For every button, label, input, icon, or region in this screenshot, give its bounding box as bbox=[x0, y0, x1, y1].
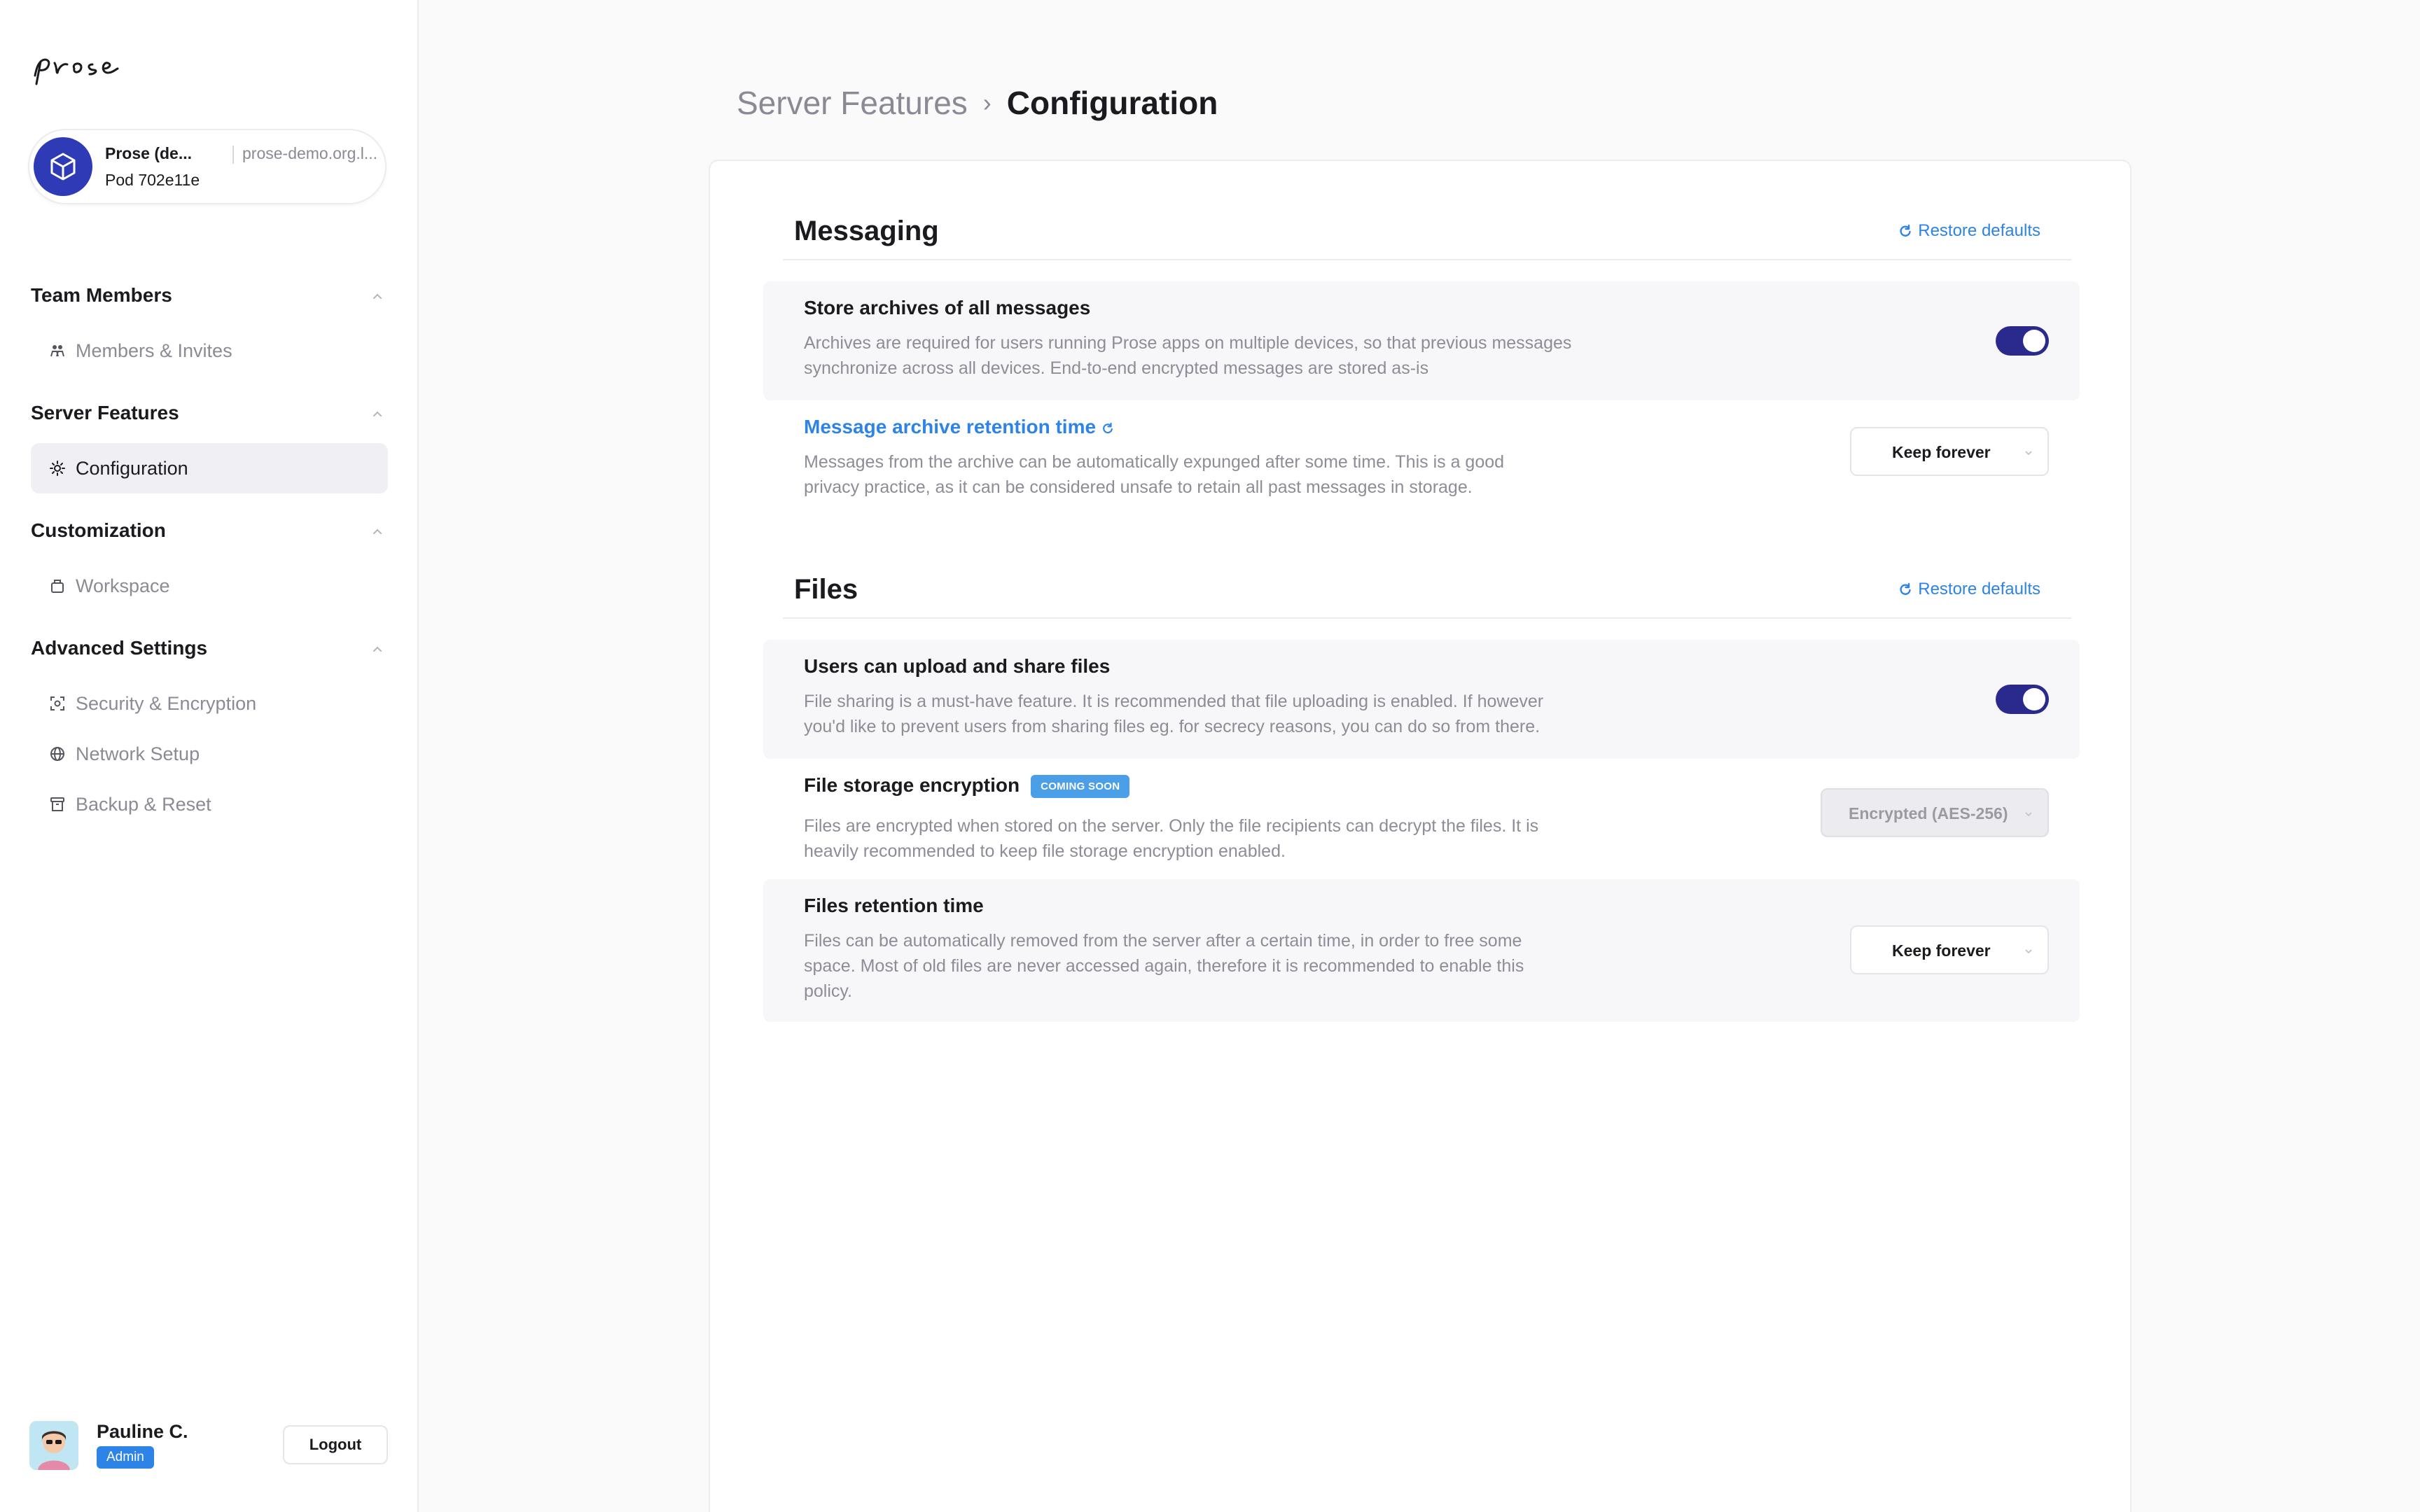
description-line: Archives are required for users running Prose apps on multiple devices, so that previous messages bbox=[804, 333, 1572, 353]
page-title: Configuration bbox=[1006, 85, 1218, 121]
messaging-restore-defaults-link[interactable] bbox=[1898, 221, 2040, 241]
setting-title-text: Message archive retention time bbox=[804, 416, 1097, 438]
security-icon bbox=[49, 695, 66, 712]
description-line: Files are encrypted when stored on the server. Only the file recipients can decrypt the files. It is bbox=[804, 816, 1539, 836]
sidebar-item-configuration[interactable] bbox=[31, 443, 388, 493]
files-retention-select[interactable] bbox=[1850, 925, 2049, 974]
sidebar-item-workspace[interactable] bbox=[31, 561, 388, 611]
refresh-icon[interactable] bbox=[1101, 422, 1114, 435]
role-badge: Admin bbox=[97, 1446, 154, 1469]
toggle-knob bbox=[2023, 330, 2045, 352]
pod-switcher[interactable] bbox=[28, 129, 387, 204]
gear-icon bbox=[49, 460, 66, 477]
workspace-icon bbox=[49, 578, 66, 594]
description-line: privacy practice, as it can be considered unsafe to retain all past messages in storage. bbox=[804, 477, 1473, 497]
section-divider bbox=[783, 259, 2071, 260]
members-icon bbox=[49, 342, 66, 359]
chevron-right-icon: › bbox=[982, 88, 992, 117]
setting-message-retention bbox=[763, 400, 2080, 519]
chevron-up-icon[interactable] bbox=[371, 525, 384, 538]
sidebar-item-label: Members & Invites bbox=[76, 340, 232, 361]
sidebar-item-backup-reset[interactable] bbox=[31, 779, 388, 830]
chevron-up-icon[interactable] bbox=[371, 407, 384, 420]
chevron-down-icon bbox=[2024, 809, 2033, 819]
select-value: Keep forever bbox=[1892, 443, 1991, 461]
files-restore-defaults-link[interactable] bbox=[1898, 580, 2040, 599]
nav-section-advanced-settings[interactable]: Advanced Settings bbox=[31, 637, 208, 659]
setting-store-archives bbox=[763, 281, 2080, 400]
sidebar-item-members-invites[interactable] bbox=[31, 326, 388, 376]
chevron-down-icon bbox=[2024, 946, 2033, 956]
pod-id: Pod 702e11e bbox=[105, 171, 200, 189]
setting-description bbox=[804, 689, 1630, 739]
setting-title bbox=[804, 774, 1129, 798]
current-user bbox=[29, 1418, 387, 1474]
message-retention-select[interactable] bbox=[1850, 427, 2049, 476]
breadcrumb-parent[interactable]: Server Features bbox=[737, 85, 968, 121]
sidebar-item-label: Network Setup bbox=[76, 743, 200, 764]
chevron-down-icon bbox=[2024, 448, 2033, 458]
chevron-up-icon[interactable] bbox=[371, 643, 384, 655]
sidebar-item-label: Security & Encryption bbox=[76, 693, 257, 714]
toggle-knob bbox=[2023, 688, 2045, 710]
description-line: File sharing is a must-have feature. It is recommended that file uploading is enabled. If however bbox=[804, 692, 1544, 711]
select-value: Keep forever bbox=[1892, 941, 1991, 960]
setting-description bbox=[804, 813, 1630, 864]
setting-title: Store archives of all messages bbox=[804, 297, 1091, 318]
description-line: Messages from the archive can be automatically expunged after some time. This is a good bbox=[804, 452, 1505, 472]
nav-section-team-members[interactable]: Team Members bbox=[31, 284, 172, 306]
pod-avatar-icon bbox=[34, 137, 92, 196]
pod-domain: prose-demo.org.l... bbox=[242, 144, 378, 162]
setting-title-text: File storage encryption bbox=[804, 774, 1020, 796]
breadcrumb bbox=[737, 84, 1218, 122]
description-line: heavily recommended to keep file storage encryption enabled. bbox=[804, 841, 1286, 861]
sidebar-item-security-encryption[interactable] bbox=[31, 678, 388, 729]
sidebar-item-label: Backup & Reset bbox=[76, 794, 211, 815]
setting-description bbox=[804, 449, 1630, 500]
coming-soon-badge: COMING SOON bbox=[1031, 775, 1129, 798]
section-title-files: Files bbox=[794, 574, 858, 605]
chevron-up-icon[interactable] bbox=[371, 290, 384, 302]
setting-title: Files retention time bbox=[804, 895, 984, 916]
restore-defaults-label: Restore defaults bbox=[1918, 580, 2040, 598]
prose-logo[interactable] bbox=[31, 49, 143, 87]
nav-section-server-features[interactable]: Server Features bbox=[31, 402, 179, 424]
setting-description bbox=[804, 928, 1630, 1004]
file-encryption-select bbox=[1821, 788, 2049, 837]
pod-name: Prose (de... bbox=[105, 144, 192, 162]
user-name: Pauline C. bbox=[97, 1421, 188, 1442]
setting-title[interactable] bbox=[804, 416, 1114, 438]
nav-section-customization[interactable]: Customization bbox=[31, 519, 166, 541]
description-line: space. Most of old files are never accessed again, therefore it is recommended to enable this bbox=[804, 956, 1524, 976]
sidebar-item-network-setup[interactable] bbox=[31, 729, 388, 779]
sidebar bbox=[0, 0, 419, 1512]
setting-description bbox=[804, 330, 1630, 381]
sidebar-item-label: Workspace bbox=[76, 575, 170, 596]
description-line: Files can be automatically removed from the server after a certain time, in order to free some bbox=[804, 931, 1522, 951]
section-divider bbox=[783, 617, 2071, 619]
select-value: Encrypted (AES-256) bbox=[1849, 804, 2008, 822]
archive-icon bbox=[49, 796, 66, 813]
setting-title: Users can upload and share files bbox=[804, 655, 1111, 677]
refresh-icon bbox=[1898, 582, 1912, 596]
refresh-icon bbox=[1898, 224, 1912, 238]
globe-icon bbox=[49, 746, 66, 762]
description-line: synchronize across all devices. End-to-end encrypted messages are stored as-is bbox=[804, 358, 1429, 378]
configuration-panel bbox=[709, 160, 2132, 1512]
setting-files-retention bbox=[763, 879, 2080, 1022]
setting-file-encryption bbox=[763, 759, 2080, 878]
logout-button[interactable]: Logout bbox=[283, 1425, 388, 1464]
sidebar-item-label: Configuration bbox=[76, 458, 188, 479]
store-archives-toggle[interactable] bbox=[1996, 326, 2049, 356]
description-line: policy. bbox=[804, 981, 853, 1001]
file-upload-toggle[interactable] bbox=[1996, 685, 2049, 714]
setting-file-upload bbox=[763, 640, 2080, 759]
description-line: you'd like to prevent users from sharing files eg. for secrecy reasons, you can do so from there. bbox=[804, 717, 1541, 736]
avatar[interactable] bbox=[29, 1421, 78, 1470]
section-title-messaging: Messaging bbox=[794, 216, 939, 246]
restore-defaults-label: Restore defaults bbox=[1918, 221, 2040, 240]
pod-divider bbox=[232, 146, 234, 164]
